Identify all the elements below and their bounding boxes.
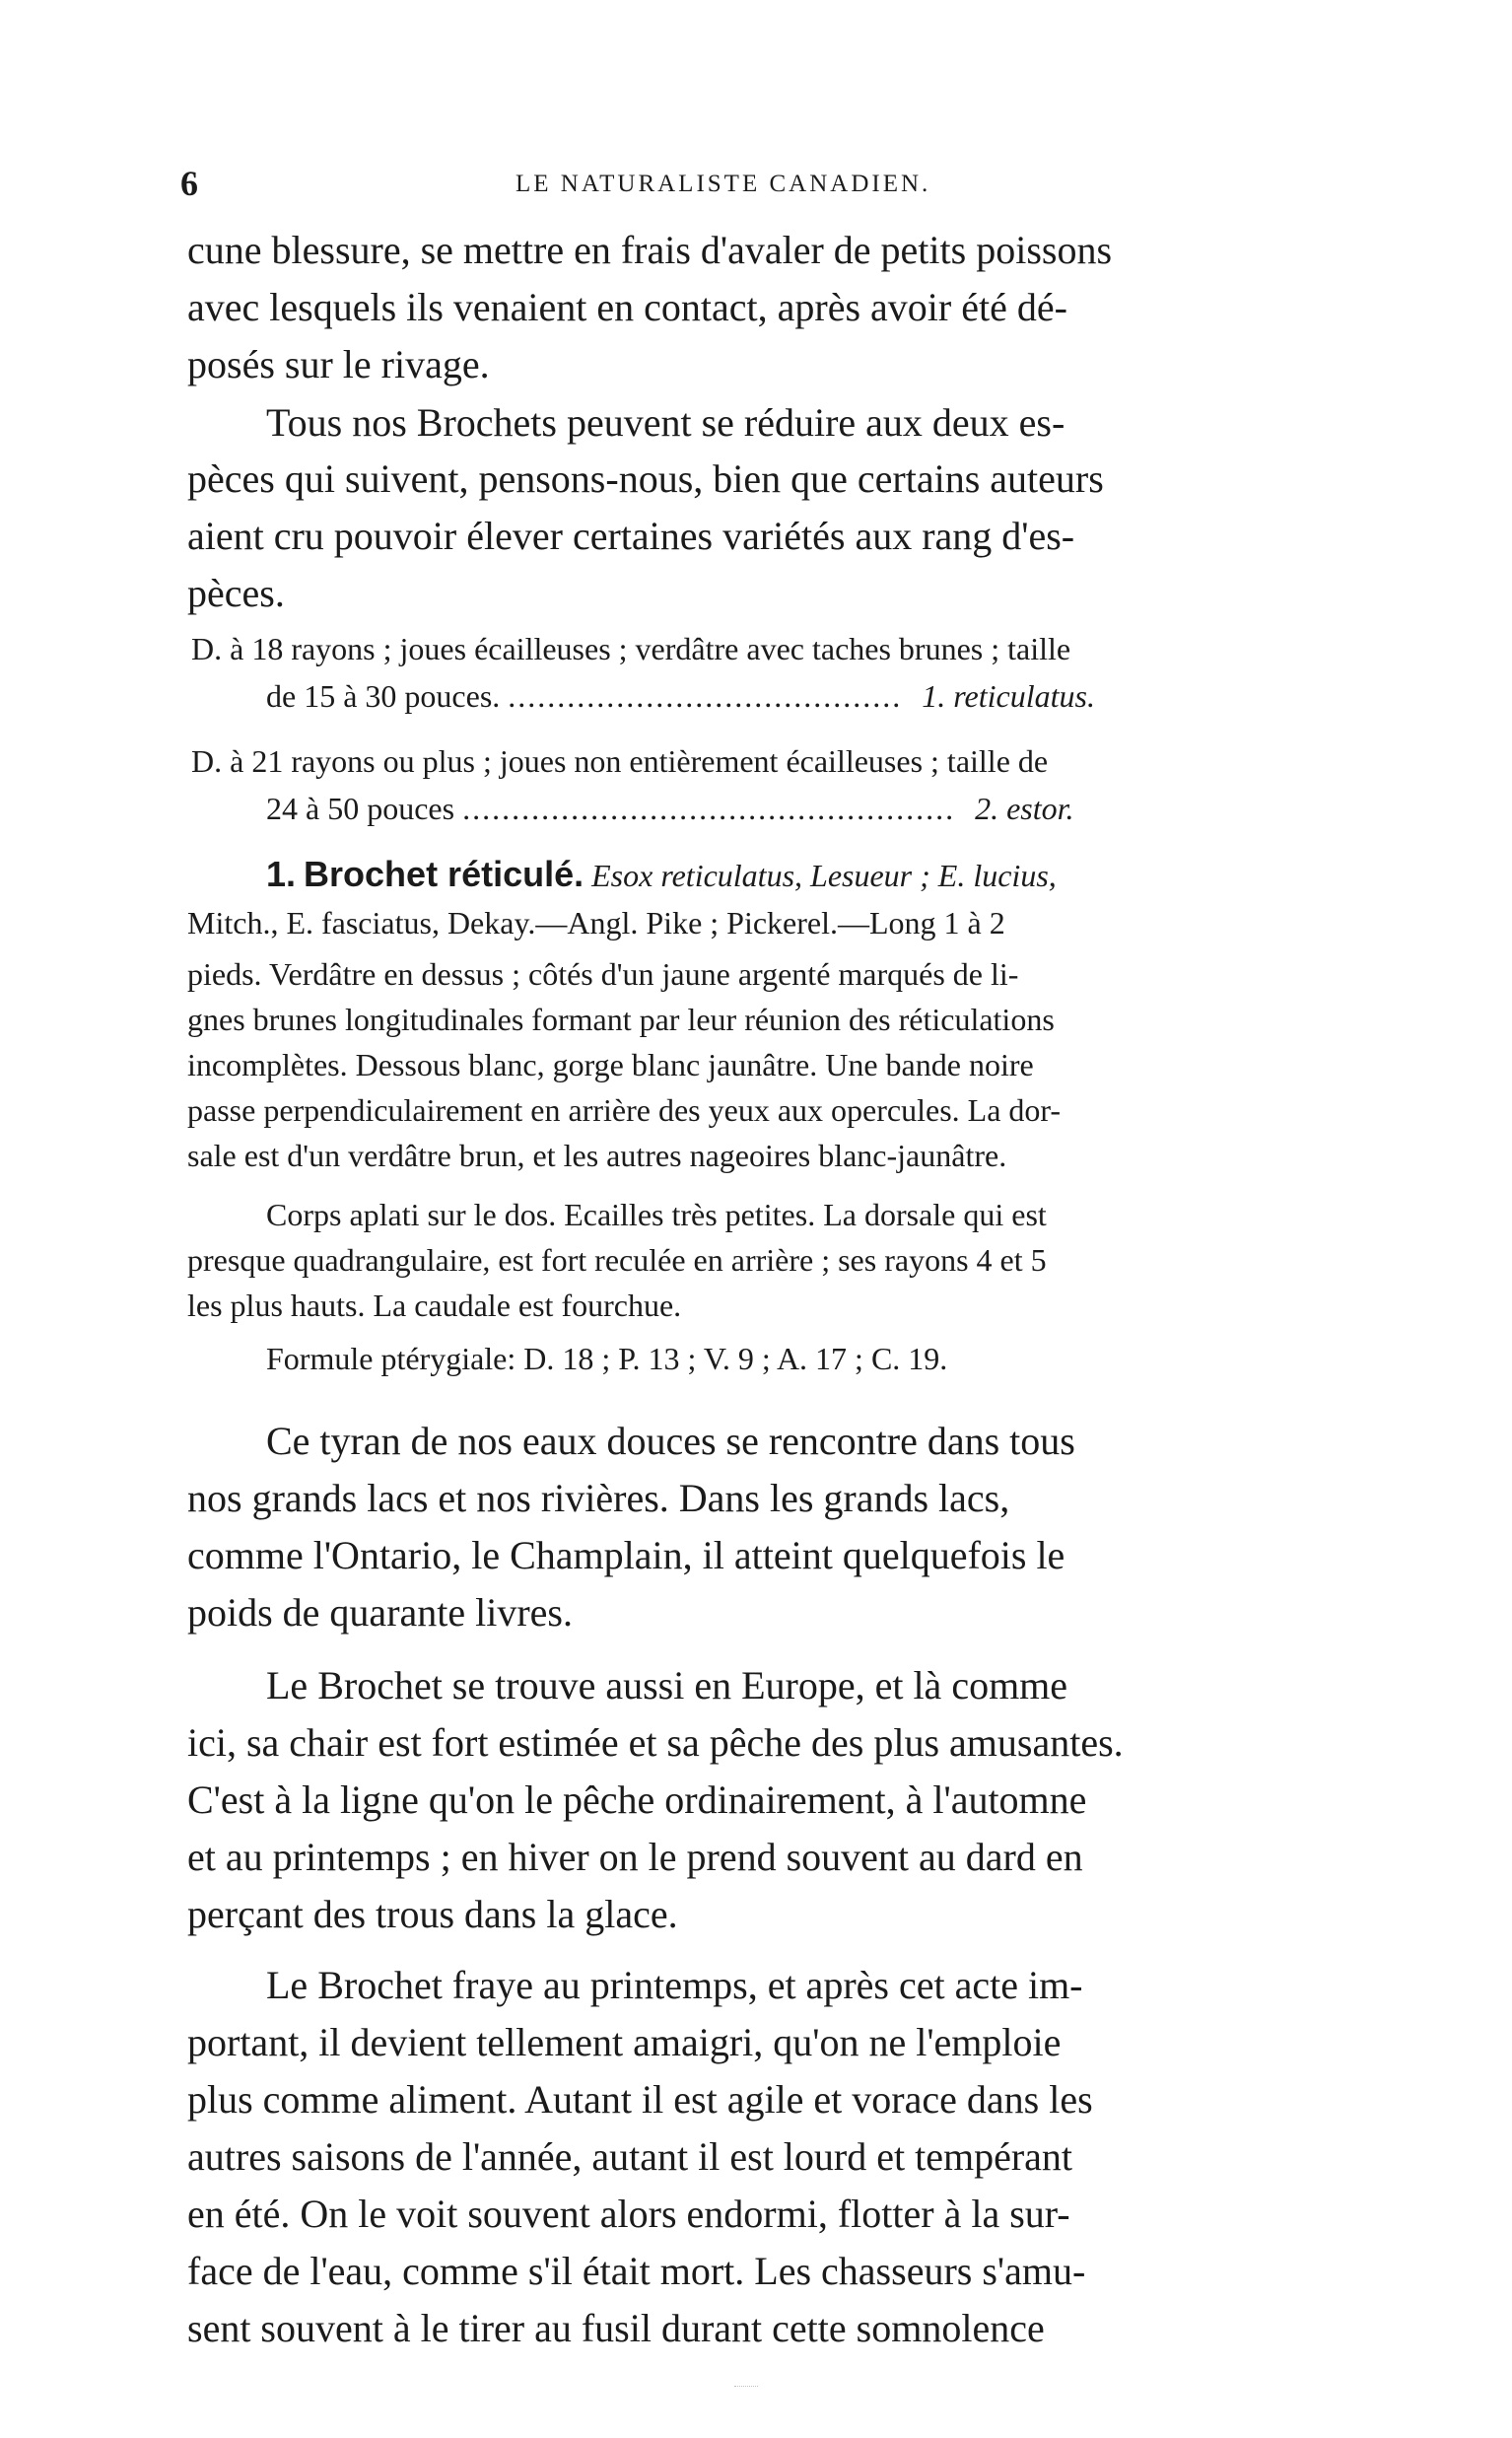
- species-name: Brochet réticulé.: [304, 854, 584, 894]
- description-line: pieds. Verdâtre en dessus ; côtés d'un jaune argenté marqués de li-: [187, 956, 1019, 992]
- key-entry-line: D. à 18 rayons ; joues écailleuses ; verdâtre avec taches brunes ; taille: [191, 631, 1071, 666]
- species-heading-line: [266, 854, 1057, 895]
- text-line: autres saisons de l'année, autant il est lourd et tempérant: [187, 2134, 1073, 2179]
- key-result-text: 2. estor.: [975, 791, 1074, 826]
- key-entry-line: [266, 791, 1074, 827]
- description-line: gnes brunes longitudinales formant par leur réunion des réticulations: [187, 1002, 1055, 1037]
- page-number: 6: [180, 164, 198, 203]
- footer-mark: [734, 2386, 758, 2404]
- text-line: sent souvent à le tirer au fusil durant cette somnolence: [187, 2306, 1045, 2350]
- key-entry-text: de 15 à 30 pouces.: [266, 678, 501, 714]
- text-line: et au printemps ; en hiver on le prend souvent au dard en: [187, 1835, 1083, 1879]
- text-line: plus comme aliment. Autant il est agile et vorace dans les: [187, 2077, 1093, 2122]
- description-line: Corps aplati sur le dos. Ecailles très petites. La dorsale qui est: [266, 1197, 1047, 1232]
- synonyms-line: Mitch., E. fasciatus, Dekay.—Angl. Pike ; Pickerel.—Long 1 à 2: [187, 905, 1005, 940]
- species-number: 1.: [266, 854, 297, 894]
- text-line: perçant des trous dans la glace.: [187, 1892, 678, 1936]
- key-entry-line: [266, 678, 1095, 715]
- formula-line: Formule ptérygiale: D. 18 ; P. 13 ; V. 9 ; A. 17 ; C. 19.: [266, 1341, 948, 1376]
- text-line: aient cru pouvoir élever certaines variétés aux rang d'es-: [187, 514, 1075, 558]
- key-entry-line: D. à 21 rayons ou plus ; joues non entièrement écailleuses ; taille de: [191, 743, 1049, 779]
- leader-dots: ..................................................: [462, 791, 956, 826]
- description-line: les plus hauts. La caudale est fourchue.: [187, 1288, 682, 1323]
- species-synonyms: Esox reticulatus, Lesueur ; E. lucius,: [591, 858, 1057, 893]
- text-line: face de l'eau, comme s'il était mort. Les chasseurs s'amu-: [187, 2249, 1086, 2293]
- text-line: poids de quarante livres.: [187, 1590, 573, 1635]
- text-line: C'est à la ligne qu'on le pêche ordinairement, à l'automne: [187, 1777, 1087, 1822]
- text-line: cune blessure, se mettre en frais d'avaler de petits poissons: [187, 228, 1113, 272]
- description-line: sale est d'un verdâtre brun, et les autres nageoires blanc-jaunâtre.: [187, 1138, 1007, 1173]
- text-line: pèces.: [187, 571, 285, 615]
- key-entry-text: 24 à 50 pouces: [266, 791, 455, 826]
- text-line: nos grands lacs et nos rivières. Dans les grands lacs,: [187, 1476, 1010, 1520]
- leader-dots: ........................................: [508, 678, 903, 714]
- text-line: Ce tyran de nos eaux douces se rencontre dans tous: [266, 1419, 1075, 1463]
- text-line: posés sur le rivage.: [187, 342, 490, 386]
- text-line: ici, sa chair est fort estimée et sa pêche des plus amusantes.: [187, 1720, 1124, 1765]
- description-line: passe perpendiculairement en arrière des yeux aux opercules. La dor-: [187, 1092, 1062, 1128]
- text-line: en été. On le voit souvent alors endormi, flotter à la sur-: [187, 2192, 1070, 2236]
- key-result: [975, 791, 1073, 826]
- description-line: incomplètes. Dessous blanc, gorge blanc jaunâtre. Une bande noire: [187, 1047, 1034, 1082]
- key-result: [922, 678, 1095, 714]
- key-result-text: 1. reticulatus.: [922, 678, 1095, 714]
- text-line: Le Brochet se trouve aussi en Europe, et là comme: [266, 1663, 1068, 1707]
- text-line: comme l'Ontario, le Champlain, il atteint quelquefois le: [187, 1533, 1065, 1577]
- description-line: presque quadrangulaire, est fort reculée en arrière ; ses rayons 4 et 5: [187, 1242, 1047, 1278]
- running-title: LE NATURALISTE CANADIEN.: [515, 171, 931, 197]
- running-header: [180, 163, 1334, 210]
- text-line: portant, il devient tellement amaigri, qu'on ne l'emploie: [187, 2020, 1062, 2064]
- text-line: pèces qui suivent, pensons-nous, bien que certains auteurs: [187, 456, 1104, 501]
- text-line: Le Brochet fraye au printemps, et après cet acte im-: [266, 1963, 1083, 2007]
- text-line: avec lesquels ils venaient en contact, après avoir été dé-: [187, 285, 1067, 329]
- text-line: Tous nos Brochets peuvent se réduire aux deux es-: [266, 400, 1065, 445]
